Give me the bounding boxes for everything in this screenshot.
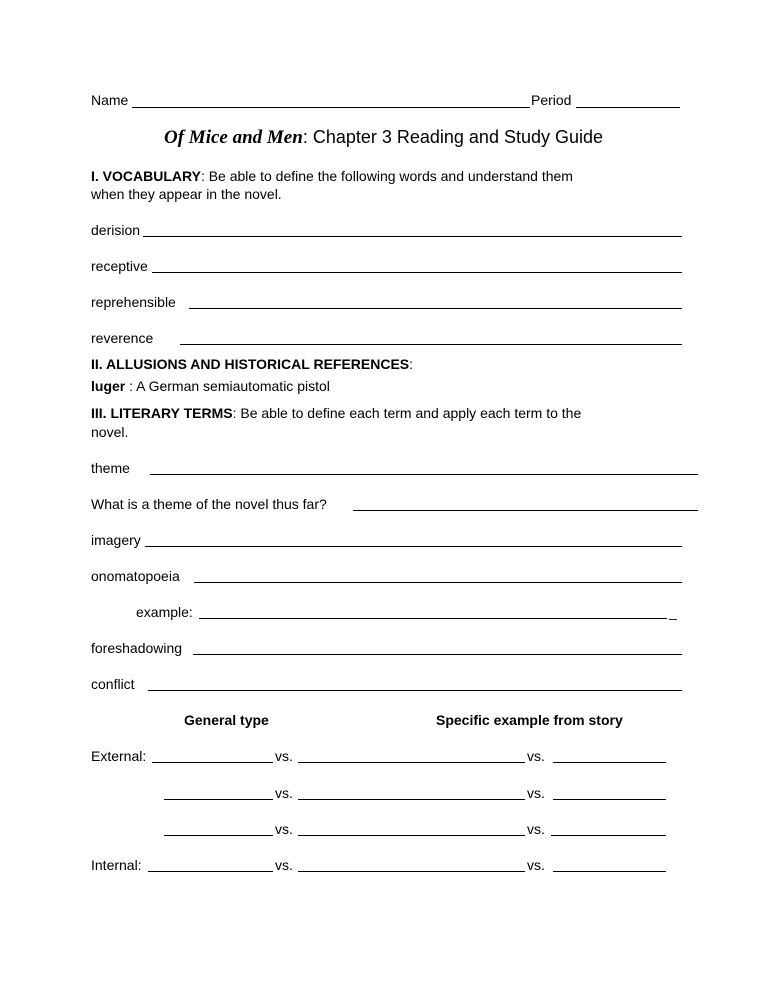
theme-question-line[interactable] xyxy=(353,510,698,511)
row3-end-line[interactable] xyxy=(551,835,666,836)
allusion-term: luger xyxy=(91,378,126,394)
vocab-word-receptive: receptive xyxy=(91,258,148,274)
vs-label: vs. xyxy=(275,785,293,801)
internal-end-line[interactable] xyxy=(553,871,666,872)
row2-mid-line[interactable] xyxy=(298,799,525,800)
internal-label: Internal: xyxy=(91,857,142,873)
term-conflict: conflict xyxy=(91,676,135,692)
term-line-imagery[interactable] xyxy=(145,546,682,547)
term-theme: theme xyxy=(91,460,130,476)
example-tail: _ xyxy=(669,604,677,620)
vocab-line-derision[interactable] xyxy=(143,236,682,237)
row3-mid-line[interactable] xyxy=(298,835,525,836)
row2-end-line[interactable] xyxy=(553,799,666,800)
vocab-word-reprehensible: reprehensible xyxy=(91,294,176,310)
col-general-type: General type xyxy=(184,712,269,728)
term-onomatopoeia: onomatopoeia xyxy=(91,568,180,584)
example-label: example: xyxy=(136,604,193,620)
external-label: External: xyxy=(91,748,147,764)
vocabulary-instructions-2: when they appear in the novel. xyxy=(91,186,282,202)
term-imagery: imagery xyxy=(91,532,141,548)
vocab-line-reprehensible[interactable] xyxy=(189,308,682,309)
vocab-line-reverence[interactable] xyxy=(180,344,682,345)
vocab-word-derision: derision xyxy=(91,222,141,238)
literary-terms-heading-text: III. LITERARY TERMS xyxy=(91,405,233,421)
literary-terms-instructions-2: novel. xyxy=(91,424,129,440)
term-line-foreshadowing[interactable] xyxy=(193,654,682,655)
example-line[interactable] xyxy=(199,618,667,619)
vocabulary-heading xyxy=(91,168,573,184)
allusions-heading-suffix: : xyxy=(409,356,414,372)
external-end-line[interactable] xyxy=(553,762,666,763)
literary-terms-heading xyxy=(91,405,581,421)
col-specific-example: Specific example from story xyxy=(436,712,623,728)
allusions-heading xyxy=(91,356,413,372)
title-rest: : Chapter 3 Reading and Study Guide xyxy=(302,127,604,147)
internal-general-line[interactable] xyxy=(148,871,273,872)
term-line-theme[interactable] xyxy=(150,474,698,475)
vocab-line-receptive[interactable] xyxy=(152,272,682,273)
vs-label: vs. xyxy=(527,857,545,873)
allusions-heading-text: II. ALLUSIONS AND HISTORICAL REFERENCES xyxy=(91,356,410,372)
allusion-luger xyxy=(91,378,330,394)
period-label: Period xyxy=(531,92,572,108)
name-label: Name xyxy=(91,92,129,108)
vs-label: vs. xyxy=(275,821,293,837)
allusion-definition: : A German semiautomatic pistol xyxy=(125,378,330,394)
name-field[interactable] xyxy=(132,107,530,108)
vs-label: vs. xyxy=(275,748,293,764)
external-general-line[interactable] xyxy=(152,762,273,763)
vs-label: vs. xyxy=(527,748,545,764)
term-line-onomatopoeia[interactable] xyxy=(194,582,682,583)
vs-label: vs. xyxy=(527,785,545,801)
vocabulary-instructions: : Be able to define the following words and understand them xyxy=(200,168,573,184)
vocab-word-reverence: reverence xyxy=(91,330,154,346)
page-title xyxy=(164,127,603,149)
row2-general-line[interactable] xyxy=(164,799,273,800)
term-foreshadowing: foreshadowing xyxy=(91,640,183,656)
internal-mid-line[interactable] xyxy=(298,871,525,872)
external-mid-line[interactable] xyxy=(298,762,525,763)
vs-label: vs. xyxy=(527,821,545,837)
literary-terms-instructions: : Be able to define each term and apply each term to the xyxy=(232,405,582,421)
vocabulary-heading-text: I. VOCABULARY xyxy=(91,168,201,184)
book-title: Of Mice and Men xyxy=(164,127,303,148)
theme-question: What is a theme of the novel thus far? xyxy=(91,496,327,512)
row3-general-line[interactable] xyxy=(164,835,273,836)
term-line-conflict[interactable] xyxy=(148,690,682,691)
period-field[interactable] xyxy=(576,107,680,108)
vs-label: vs. xyxy=(275,857,293,873)
